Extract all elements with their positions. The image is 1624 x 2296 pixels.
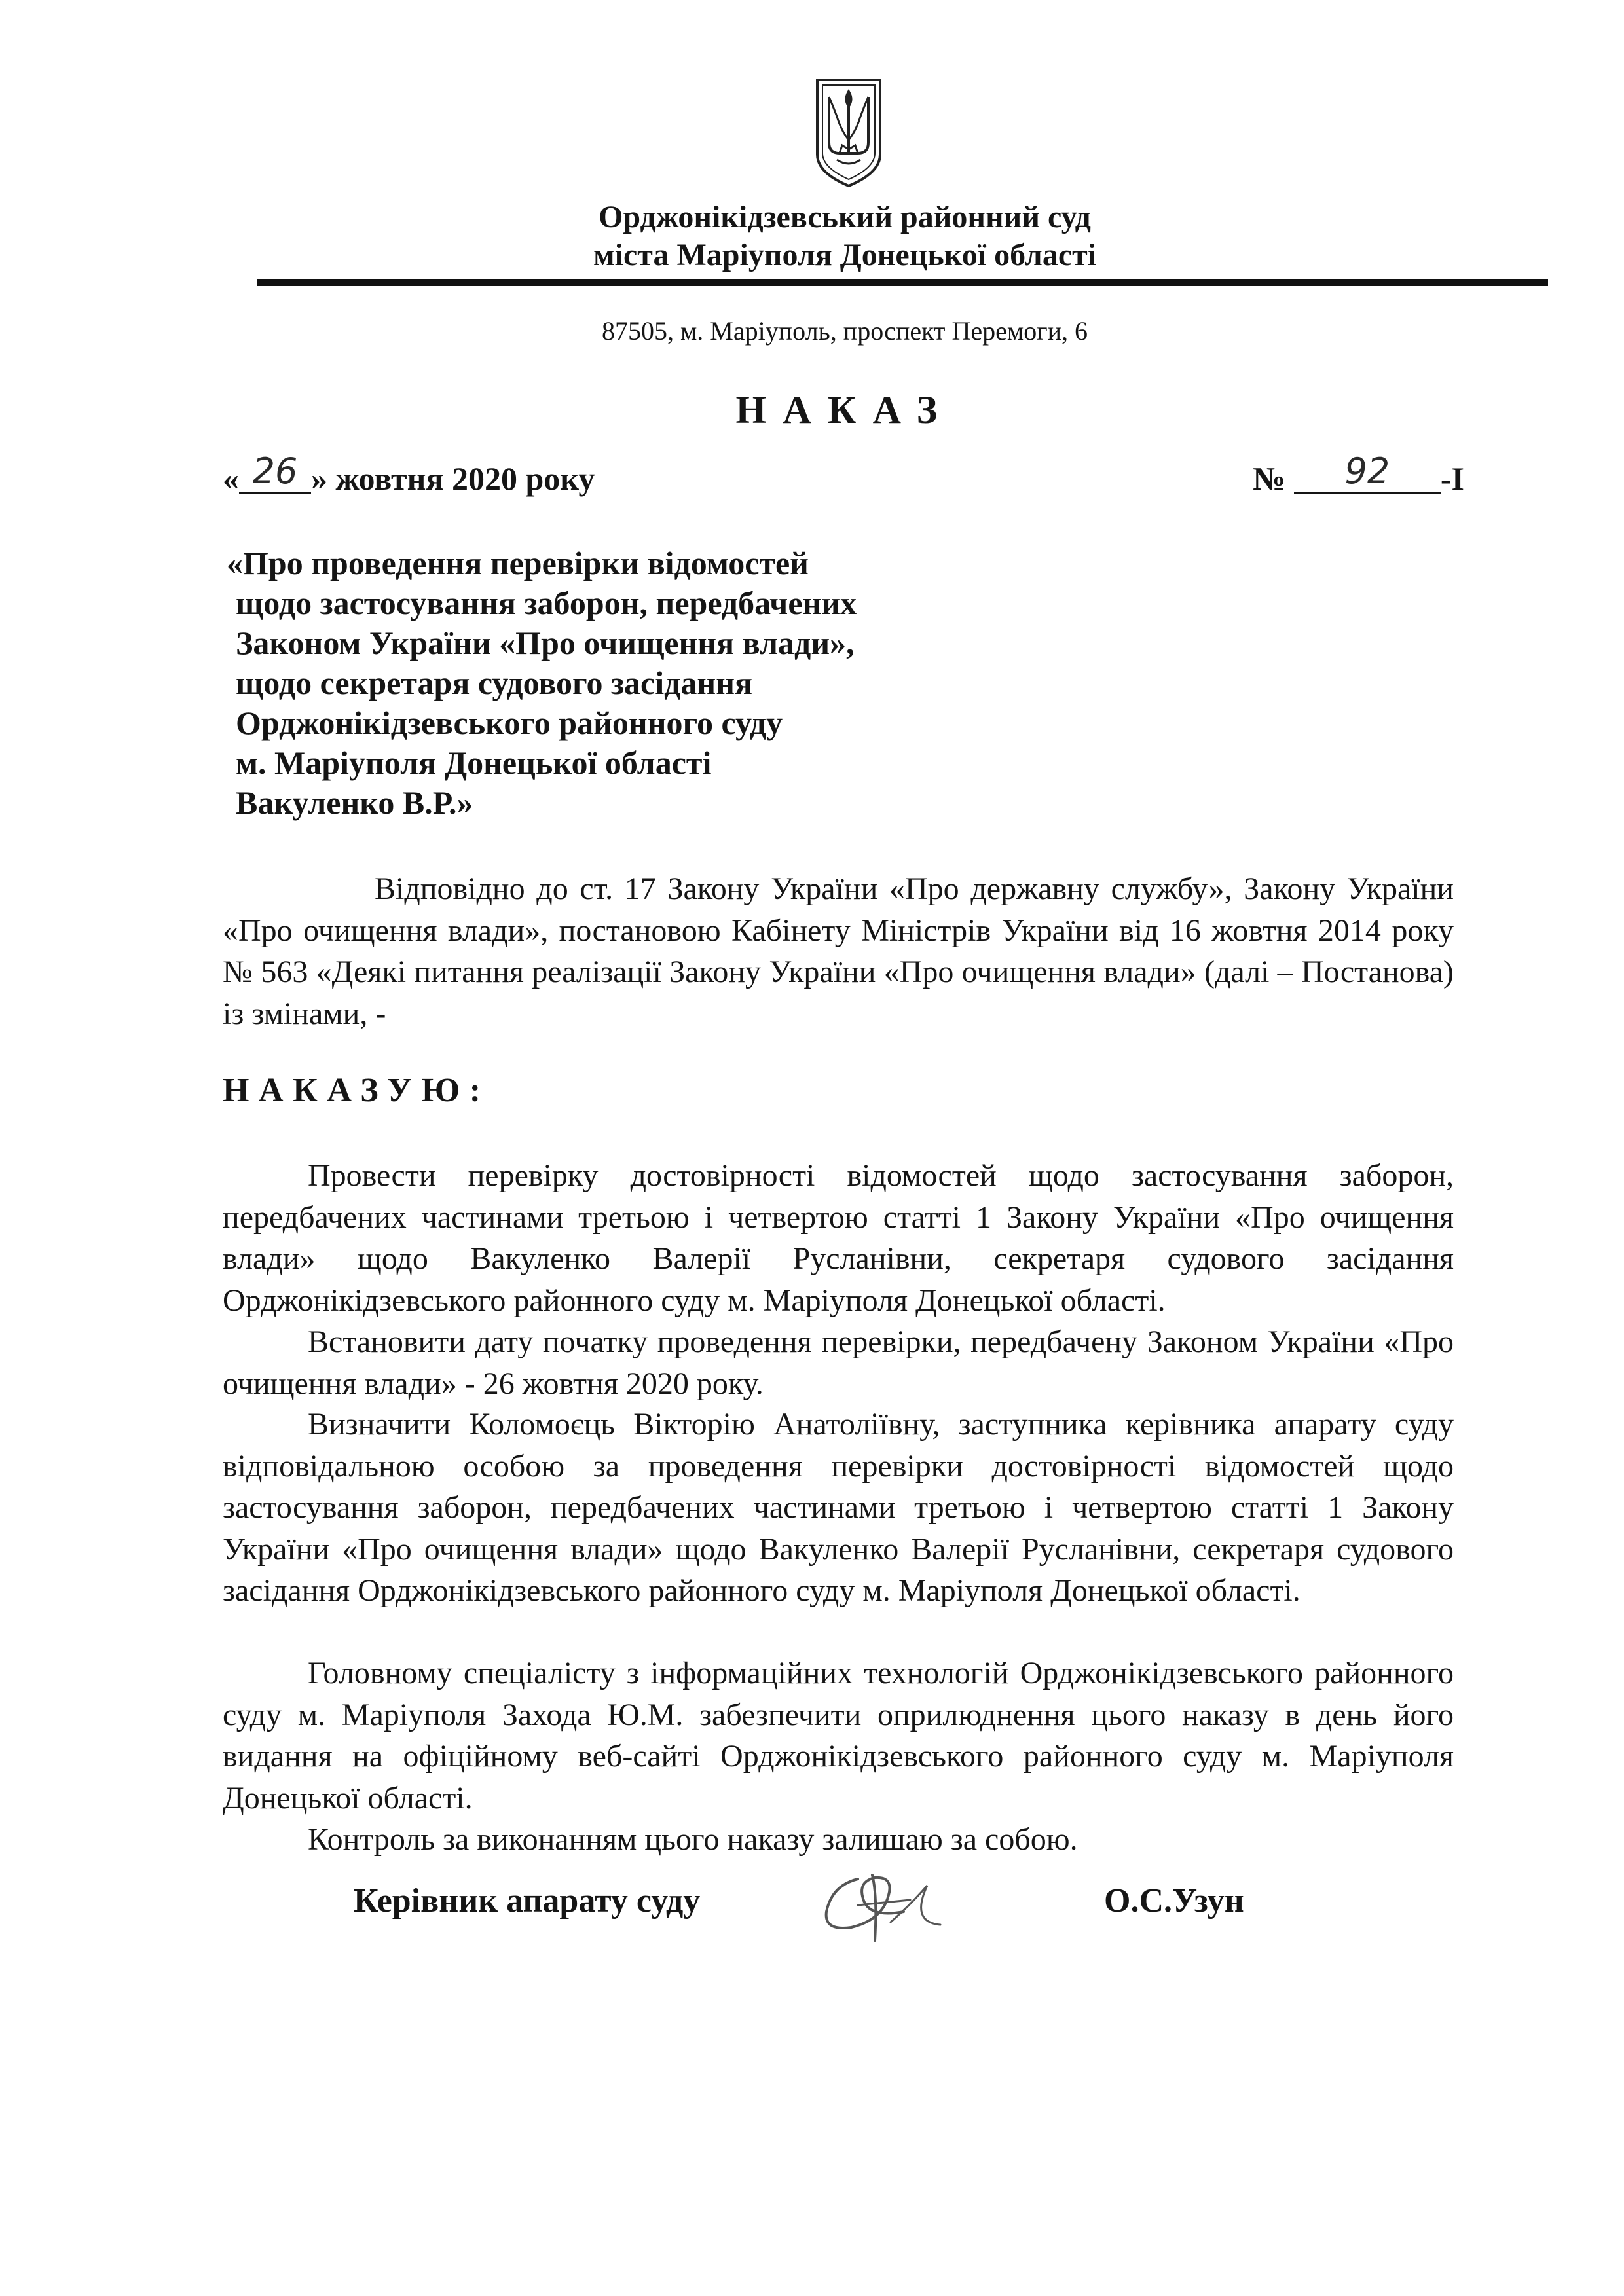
order-number: [1253, 450, 1464, 498]
number-underline: [1294, 492, 1441, 494]
preamble-paragraph: Відповідно до ст. 17 Закону України «Про державну службу», Закону України «Про очищення влади», постановою Кабінету Міністрів України від 16 жовтня 2014 року № 563 «Деякі питання реалізації Закону України «Про очищення влади» (далі – Постанова) із змінами, -: [223, 871, 1454, 1031]
signatory-title: Керівник апарату суду: [354, 1882, 701, 1920]
order-item-3: Визначити Коломоєць Вікторію Анатоліївну, заступника керівника апарату суду відповідальною особою за проведення перевірки достовірності відомостей щодо застосування заборон, передбачених частинами третьою і четвертою статті 1 Закону України «Про очищення влади» щодо Вакуленко Валерії Русланівни, секретаря судового засідання Орджонікідзевського районного суду м. Маріуполя Донецької області.: [223, 1407, 1454, 1608]
court-address: 87505, м. Маріуполь, проспект Перемоги, 6: [601, 316, 1088, 346]
number-handwritten: 92: [1344, 450, 1390, 492]
order-item-1: Провести перевірку достовірності відомостей щодо застосування заборон, передбачених частинами третьою і четвертою статті 1 Закону України «Про очищення влади» щодо Вакуленко Валерії Русланівни, секретаря судового засідання Орджонікідзевського районного суду м. Маріуполя Донецької області.: [223, 1158, 1454, 1318]
header-divider: [257, 279, 1548, 286]
subject-line: Вакуленко В.Р.»: [236, 784, 473, 821]
order-subject: [227, 543, 857, 823]
court-name-line2: міста Маріуполя Донецької області: [593, 238, 1097, 272]
order-item-5: Контроль за виконанням цього наказу залишаю за собою.: [308, 1822, 1078, 1857]
number-field: [1294, 450, 1441, 498]
handwritten-signature: [812, 1859, 956, 1951]
order-item-2: Встановити дату початку проведення перевірки, передбачену Законом України «Про очищення влади» - 26 жовтня 2020 року.: [223, 1324, 1454, 1401]
court-name-line1: Орджонікідзевський районний суд: [599, 200, 1091, 234]
subject-line: щодо секретаря судового засідання: [236, 665, 753, 701]
subject-line: Орджонікідзевського районного суду: [236, 704, 783, 741]
date-day-field: [239, 450, 311, 498]
subject-line: Законом України «Про очищення влади»,: [236, 625, 855, 661]
document-type-title: НАКАЗ: [735, 388, 954, 431]
date-day-handwritten: 26: [252, 450, 298, 492]
number-suffix: -І: [1440, 460, 1464, 497]
date-day-underline: [239, 492, 311, 494]
date-open-quote: «: [223, 460, 239, 497]
date-rest: » жовтня 2020 року: [311, 460, 595, 497]
order-item-4: Головному спеціалісту з інформаційних технологій Орджонікідзевського районного суду м. Маріуполя Захода Ю.М. забезпечити оприлюднення цього наказу в день його видання на офіційному веб-сайті Орджонікідзевського районного суду м. Маріуполя Донецької області.: [223, 1656, 1454, 1815]
trident-coat-of-arms-icon: [813, 77, 884, 189]
subject-line: щодо застосування заборон, передбачених: [236, 585, 857, 621]
signatory-name: О.С.Узун: [1104, 1882, 1244, 1920]
order-date: [223, 450, 595, 498]
subject-line: м. Маріуполя Донецької області: [236, 744, 712, 781]
order-heading: НАКАЗУЮ:: [223, 1072, 490, 1109]
number-prefix: №: [1253, 460, 1286, 497]
subject-line: «Про проведення перевірки відомостей: [227, 545, 809, 581]
